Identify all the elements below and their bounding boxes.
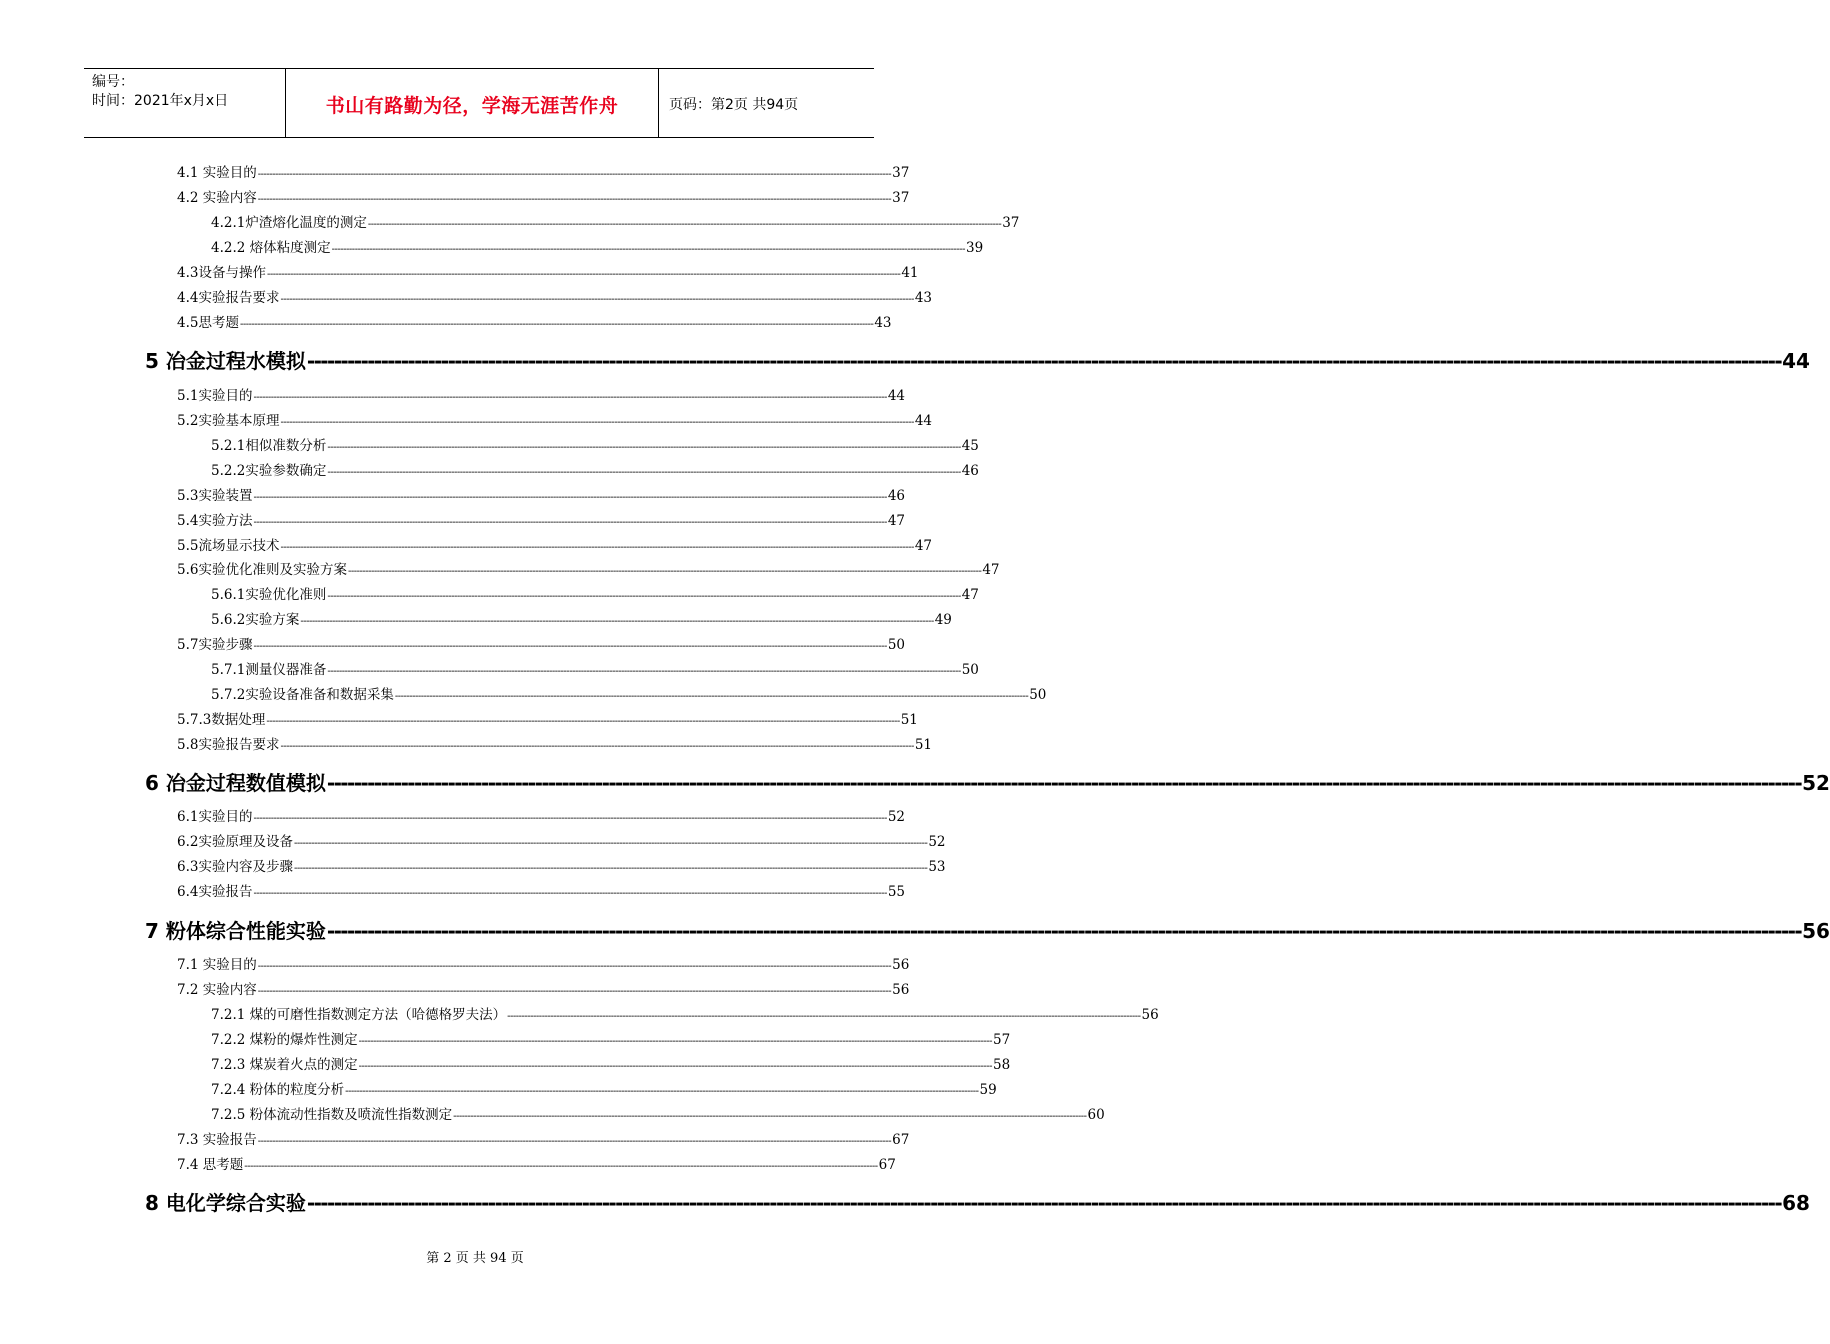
toc-entry xyxy=(177,484,906,504)
toc-entry-title: 4.2.2 熔体粘度测定 xyxy=(211,240,331,256)
toc-entry xyxy=(177,534,933,554)
toc-entry xyxy=(177,978,910,998)
toc-entry xyxy=(211,1003,1159,1023)
toc-entry-title: 7 粉体综合性能实验 xyxy=(145,919,326,943)
toc-entry-title: 5.7.1测量仪器准备 xyxy=(211,662,327,678)
toc-leader: ---------------------------------------------------------------------------------------------------------------------------------------------------------------------------------------------------------------------------- xyxy=(327,442,961,453)
toc-entry-title: 5.8实验报告要求 xyxy=(177,737,280,753)
toc-entry-page: 67 xyxy=(892,1132,910,1148)
toc-entry-page: 44 xyxy=(887,388,906,404)
toc-entry-page: 68 xyxy=(1782,1191,1810,1215)
toc-entry-page: 47 xyxy=(887,513,906,529)
toc-entry-page: 56 xyxy=(1802,919,1830,943)
toc-leader: ---------------------------------------------------------------------------------------------------------------------------------------------------------------------------------------------------------------------------- xyxy=(327,591,961,602)
toc-entry-page: 45 xyxy=(961,438,979,454)
toc-entry xyxy=(177,161,910,181)
toc-leader: ---------------------------------------------------------------------------------------------------------------------------------------------------------------------------------------------------------------------------- xyxy=(331,244,966,255)
toc-chapter xyxy=(145,345,1810,373)
toc-leader: ---------------------------------------------------------------------------------------------------------------------------------------------------------------------------------------------------------------------------- xyxy=(257,961,892,972)
toc-entry-title: 6 冶金过程数值模拟 xyxy=(145,771,326,795)
toc-entry xyxy=(211,1053,1011,1073)
toc-entry-title: 5.2.2实验参数确定 xyxy=(211,463,327,479)
toc-leader: ---------------------------------------------------------------------------------------------------------------------------------------------------------------------------------------------------------------------------- xyxy=(280,294,914,305)
toc-leader: ---------------------------------------------------------------------------------------------------------------------------------------------------------------------------------------------------------------------------- xyxy=(239,319,874,330)
header-divider xyxy=(658,69,659,137)
toc-entry-page: 47 xyxy=(961,587,979,603)
toc-entry-title: 5.6.1实验优化准则 xyxy=(211,587,327,603)
toc-leader: ---------------------------------------------------------------------------------------------------------------------------------------------------------------------------------------------------------------------------- xyxy=(244,1161,878,1172)
toc-entry-title: 5.6实验优化准则及实验方案 xyxy=(177,562,347,578)
toc-entry xyxy=(211,459,979,479)
toc-leader: ---------------------------------------------------------------------------------------------------------------------------------------------------------------------------------------------------------------------------- xyxy=(257,194,892,205)
toc-leader: ---------------------------------------------------------------------------------------------------------------------------------------------------------------------------------------------------------------------------- xyxy=(347,566,982,577)
toc-chapter xyxy=(145,767,1830,795)
toc-entry-title: 4.1 实验目的 xyxy=(177,165,257,181)
toc-entry xyxy=(211,683,1047,703)
toc-entry xyxy=(211,236,984,256)
toc-entry-page: 50 xyxy=(1029,687,1047,703)
toc-leader: ---------------------------------------------------------------------------------------------------------------------------------------------------------------------------------------------------------------------------- xyxy=(253,813,887,824)
toc-entry-page: 41 xyxy=(901,265,919,281)
toc-leader: ---------------------------------------------------------------------------------------------------------------------------------------------------------------------------------------------------------------------------- xyxy=(394,691,1029,702)
toc-entry-title: 5.2.1相似准数分析 xyxy=(211,438,327,454)
toc-entry xyxy=(177,384,906,404)
toc-leader: ---------------------------------------------------------------------------------------------------------------------------------------------------------------------------------------------------------------------------- xyxy=(358,1061,993,1072)
toc-entry-title: 5.4实验方法 xyxy=(177,513,253,529)
toc-entry-page: 53 xyxy=(928,859,946,875)
toc-entry-page: 60 xyxy=(1087,1107,1105,1123)
toc-entry-page: 37 xyxy=(892,165,910,181)
toc-entry-title: 5.7.2实验设备准备和数据采集 xyxy=(211,687,394,703)
toc-entry xyxy=(177,708,918,728)
toc-entry-page: 56 xyxy=(892,982,910,998)
page-footer: 第 2 页 共 94 页 xyxy=(426,1251,524,1266)
toc-entry xyxy=(177,261,919,281)
toc-entry-title: 5.7实验步骤 xyxy=(177,637,253,653)
toc-entry-page: 47 xyxy=(914,538,933,554)
header-page-info: 页码：第2页 共94页 xyxy=(669,97,799,113)
toc-entry-title: 7.2.5 粉体流动性指数及喷流性指数测定 xyxy=(211,1107,453,1123)
toc-entry-title: 5 冶金过程水模拟 xyxy=(145,349,306,373)
toc-entry xyxy=(211,658,979,678)
toc-entry-page: 37 xyxy=(892,190,910,206)
toc-entry xyxy=(177,953,910,973)
toc-entry xyxy=(211,211,1020,231)
toc-entry-page: 55 xyxy=(887,884,906,900)
toc-entry-title: 5.3实验装置 xyxy=(177,488,253,504)
toc-entry-title: 7.2 实验内容 xyxy=(177,982,257,998)
toc-entry-page: 52 xyxy=(887,809,906,825)
toc-entry xyxy=(177,509,906,529)
toc-entry xyxy=(177,311,892,331)
page-header xyxy=(84,68,874,138)
toc-entry-page: 50 xyxy=(961,662,979,678)
toc-entry-page: 47 xyxy=(982,562,1000,578)
toc-leader: ---------------------------------------------------------------------------------------------------------------------------------------------------------------------------------------------------------------------------- xyxy=(327,467,961,478)
toc-leader: ---------------------------------------------------------------------------------------------------------------------------------------------------------------------------------------------------------------------------- xyxy=(253,492,887,503)
toc-leader: ---------------------------------------------------------------------------------------------------------------------------------------------------------------------------------------------------------------------------- xyxy=(253,641,887,652)
toc-leader: ---------------------------------------------------------------------------------------------------------------------------------------------------------------------------------------------------------------------------- xyxy=(280,417,914,428)
toc-leader: ---------------------------------------------------------------------------------------------------------------------------------------------------------------------------------------------------------------------------- xyxy=(306,1191,1782,1215)
toc-entry-page: 51 xyxy=(914,737,933,753)
toc-leader: ---------------------------------------------------------------------------------------------------------------------------------------------------------------------------------------------------------------------------- xyxy=(266,716,900,727)
toc-entry-title: 5.6.2实验方案 xyxy=(211,612,300,628)
toc-entry xyxy=(211,583,979,603)
toc-entry-title: 6.3实验内容及步骤 xyxy=(177,859,293,875)
toc-entry-title: 5.5流场显示技术 xyxy=(177,538,280,554)
toc-entry-title: 4.4实验报告要求 xyxy=(177,290,280,306)
toc-leader: ---------------------------------------------------------------------------------------------------------------------------------------------------------------------------------------------------------------------------- xyxy=(358,1036,993,1047)
toc-entry xyxy=(177,805,906,825)
toc-entry xyxy=(177,286,933,306)
toc-entry-page: 43 xyxy=(874,315,892,331)
toc-leader: ---------------------------------------------------------------------------------------------------------------------------------------------------------------------------------------------------------------------------- xyxy=(280,741,914,752)
toc-entry-page: 67 xyxy=(878,1157,896,1173)
toc-entry-title: 4.2.1炉渣熔化温度的测定 xyxy=(211,215,367,231)
toc-entry xyxy=(177,409,933,429)
toc-leader: ---------------------------------------------------------------------------------------------------------------------------------------------------------------------------------------------------------------------------- xyxy=(326,771,1802,795)
toc-entry-page: 58 xyxy=(993,1057,1011,1073)
toc-entry-title: 4.3设备与操作 xyxy=(177,265,266,281)
toc-leader: ---------------------------------------------------------------------------------------------------------------------------------------------------------------------------------------------------------------------------- xyxy=(345,1086,979,1097)
toc-leader: ---------------------------------------------------------------------------------------------------------------------------------------------------------------------------------------------------------------------------- xyxy=(266,269,901,280)
number-label: 编号： xyxy=(92,74,134,90)
toc-leader: ---------------------------------------------------------------------------------------------------------------------------------------------------------------------------------------------------------------------------- xyxy=(293,838,928,849)
header-motto: 书山有路勤为径，学海无涯苦作舟 xyxy=(325,95,619,117)
toc-leader: ---------------------------------------------------------------------------------------------------------------------------------------------------------------------------------------------------------------------------- xyxy=(293,863,928,874)
toc-entry-page: 56 xyxy=(1141,1007,1159,1023)
toc-entry-title: 7.2.1 煤的可磨性指数测定方法（哈德格罗夫法） xyxy=(211,1007,507,1023)
toc-leader: ---------------------------------------------------------------------------------------------------------------------------------------------------------------------------------------------------------------------------- xyxy=(327,666,961,677)
toc-entry xyxy=(211,434,979,454)
toc-entry-title: 7.2.2 煤粉的爆炸性测定 xyxy=(211,1032,358,1048)
toc-entry-page: 44 xyxy=(914,413,933,429)
toc-entry xyxy=(177,880,906,900)
time-label: 时间：2021年x月x日 xyxy=(92,93,229,109)
toc-entry-title: 8 电化学综合实验 xyxy=(145,1191,306,1215)
header-meta xyxy=(92,73,228,111)
toc-entry-title: 7.3 实验报告 xyxy=(177,1132,257,1148)
toc-entry-title: 6.2实验原理及设备 xyxy=(177,834,293,850)
toc-chapter xyxy=(145,1187,1810,1215)
toc-entry-title: 4.5思考题 xyxy=(177,315,239,331)
toc-entry xyxy=(211,608,952,628)
toc-entry-page: 57 xyxy=(993,1032,1011,1048)
toc-entry-title: 7.2.4 粉体的粒度分析 xyxy=(211,1082,345,1098)
toc-entry xyxy=(177,558,1000,578)
toc-entry-title: 7.1 实验目的 xyxy=(177,957,257,973)
toc-entry-page: 52 xyxy=(928,834,946,850)
toc-entry xyxy=(177,1153,896,1173)
toc-entry-page: 43 xyxy=(914,290,933,306)
toc-entry-title: 4.2 实验内容 xyxy=(177,190,257,206)
toc-leader: ---------------------------------------------------------------------------------------------------------------------------------------------------------------------------------------------------------------------------- xyxy=(257,986,892,997)
toc-entry xyxy=(211,1103,1105,1123)
toc-entry-title: 7.2.3 煤炭着火点的测定 xyxy=(211,1057,358,1073)
toc-leader: ---------------------------------------------------------------------------------------------------------------------------------------------------------------------------------------------------------------------------- xyxy=(300,616,934,627)
toc-leader: ---------------------------------------------------------------------------------------------------------------------------------------------------------------------------------------------------------------------------- xyxy=(253,517,887,528)
toc-entry-page: 46 xyxy=(887,488,906,504)
toc-chapter xyxy=(145,915,1830,943)
toc-entry-page: 52 xyxy=(1802,771,1830,795)
toc-leader: ---------------------------------------------------------------------------------------------------------------------------------------------------------------------------------------------------------------------------- xyxy=(257,169,892,180)
toc-entry-title: 5.7.3数据处理 xyxy=(177,712,266,728)
toc-leader: ---------------------------------------------------------------------------------------------------------------------------------------------------------------------------------------------------------------------------- xyxy=(453,1111,1087,1122)
toc-leader: ---------------------------------------------------------------------------------------------------------------------------------------------------------------------------------------------------------------------------- xyxy=(280,542,914,553)
toc-entry-page: 49 xyxy=(934,612,952,628)
toc-entry-title: 5.1实验目的 xyxy=(177,388,253,404)
toc-entry-page: 46 xyxy=(961,463,979,479)
toc-entry-page: 50 xyxy=(887,637,906,653)
toc-entry xyxy=(177,1128,910,1148)
toc-entry xyxy=(177,633,906,653)
toc-entry xyxy=(177,186,910,206)
toc-leader: ---------------------------------------------------------------------------------------------------------------------------------------------------------------------------------------------------------------------------- xyxy=(326,919,1802,943)
toc-entry xyxy=(177,830,946,850)
toc-entry-title: 5.2实验基本原理 xyxy=(177,413,280,429)
toc-entry-page: 51 xyxy=(900,712,918,728)
toc-entry xyxy=(211,1028,1011,1048)
toc-leader: ---------------------------------------------------------------------------------------------------------------------------------------------------------------------------------------------------------------------------- xyxy=(253,392,887,403)
toc-leader: ---------------------------------------------------------------------------------------------------------------------------------------------------------------------------------------------------------------------------- xyxy=(306,349,1782,373)
toc-entry-title: 7.4 思考题 xyxy=(177,1157,244,1173)
toc-entry xyxy=(177,733,933,753)
toc-leader: ---------------------------------------------------------------------------------------------------------------------------------------------------------------------------------------------------------------------------- xyxy=(367,219,1002,230)
toc-leader: ---------------------------------------------------------------------------------------------------------------------------------------------------------------------------------------------------------------------------- xyxy=(257,1136,892,1147)
toc-entry-title: 6.4实验报告 xyxy=(177,884,253,900)
toc-entry-page: 44 xyxy=(1782,349,1810,373)
toc-entry-page: 59 xyxy=(979,1082,997,1098)
toc-entry-page: 56 xyxy=(892,957,910,973)
toc-leader: ---------------------------------------------------------------------------------------------------------------------------------------------------------------------------------------------------------------------------- xyxy=(507,1011,1141,1022)
toc-entry xyxy=(211,1078,997,1098)
toc-leader: ---------------------------------------------------------------------------------------------------------------------------------------------------------------------------------------------------------------------------- xyxy=(253,888,887,899)
toc-entry-page: 39 xyxy=(966,240,984,256)
toc-entry-page: 37 xyxy=(1002,215,1020,231)
toc-entry xyxy=(177,855,946,875)
toc-entry-title: 6.1实验目的 xyxy=(177,809,253,825)
